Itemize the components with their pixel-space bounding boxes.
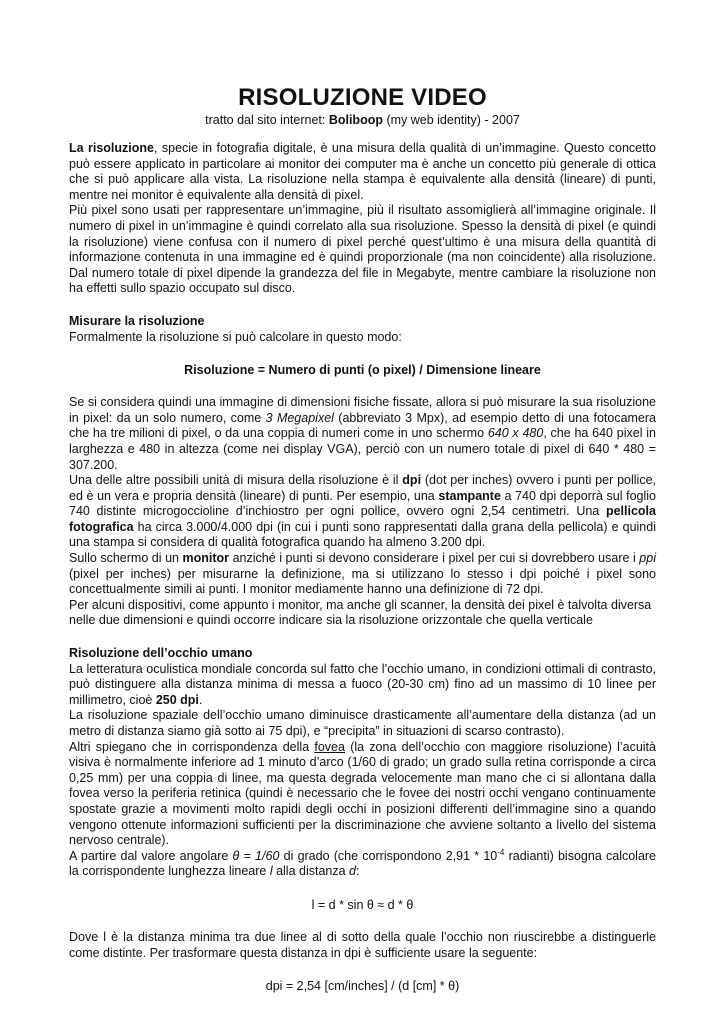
section-heading-measure: Misurare la risoluzione [69,313,205,328]
section-heading-eye: Risoluzione dell’occhio umano [69,646,253,661]
measure-paragraph-4: Per alcuni dispositivi, come appunto i monitor, ma anche gli scanner, la densità dei pixel è talvolta diversa nelle due dimensioni e quindi occorre indicare sia la risoluzione orizzontale che quella verticale [69,597,652,628]
measure-intro: Formalmente la risoluzione si può calcolare in questo modo: [69,329,402,344]
formula-dpi: dpi = 2,54 [cm/inches] / (d [cm] * θ) [265,979,460,994]
measure-paragraph-2: Una delle altre possibili unità di misura della risoluzione è il dpi (dot per inches) ovvero i punti per pollice, ed è un vera e propria densità (lineare) di punti. Per esempio, una stampante a 740 dpi deporrà sul foglio 740 distinte microgoccioline d’inchiostro per ogni pollice, ovvero ogni 2,54 centimetri. Una pellicola fotografica ha circa 3.000/4.000 dpi (in cui i punti sono rappresentati dalla grana della pellicola) e quindi una stampa si considera di qualità fotografica quando ha almeno 3.200 dpi. [69,473,657,550]
document-subtitle: tratto dal sito internet: Boliboop (my web identity) - 2007 [205,113,520,127]
measure-paragraph-3: Sullo schermo di un monitor anziché i punti si devono considerare i pixel per cui si dovrebbero usare i ppi (pixel per inches) per misurarne la definizione, ma si utilizzano lo stesso i dpi poiché i pixel sono concettualmente simili ai punti. I monitor mediamente hanno una definizione di 72 dpi. [69,551,656,597]
intro-paragraph-1: La risoluzione, specie in fotografia digitale, è una misura della qualità di un’immagine. Questo concetto può essere applicato in particolare ai monitor dei computer ma è anche un concetto più generale di ottica che si può applicare alla vista. La risoluzione nella stampa è equivalente alla densità (lineare) di punti, mentre nei monitor è equivalente alla densità di pixel. [69,141,656,202]
intro-paragraph-2: Più pixel sono usati per rappresentare un’immagine, più il risultato assomiglierà all’immagine originale. Il numero di pixel in un’immagine è quindi correlato alla sua risoluzione. Spesso la densità di pixel (e quindi la risoluzione) viene confusa con il numero di pixel perché quest’ultimo è una misura della quantità di informazione contenuta in una immagine ed è quindi proporzionale (ma non coincidente) alla risoluzione. Dal numero totale di pixel dipende la grandezza del file in Megabyte, mentre cambiare la risoluzione non ha effetti sullo spazio occupato sul disco. [69,203,656,296]
eye-paragraph-1: La letteratura oculistica mondiale concorda sul fatto che l’occhio umano, in condizioni ottimali di contrasto, può distinguere alla distanza minima di messa a fuoco (20-30 cm) fino ad un massimo di 10 linee per millimetro, cioè 250 dpi. [69,661,656,707]
measure-paragraph-1: Se si considera quindi una immagine di dimensioni fisiche fissate, allora si può misurare la sua risoluzione in pixel: da un solo numero, come 3 Megapixel (abbreviato 3 Mpx), ad esempio detto di una fotocamera che ha tre milioni di pixel, o da una coppia di numeri come in uno schermo 640 x 480, che ha 640 pixel in larghezza e 480 in altezza (come nei display VGA), perciò con un numero totale di pixel di 640 * 480 = 307.200. [69,395,656,472]
eye-paragraph-2: La risoluzione spaziale dell’occhio umano diminuisce drasticamente all’aumentare della distanza (ad un metro di distanza siamo già sotto ai 75 dpi), e “precipita” in situazioni di scarso contrasto). [69,708,656,738]
document-page [69,84,656,994]
formula-linear-length: l = d * sin θ ≈ d * θ [311,897,414,912]
eye-paragraph-4: A partire dal valore angolare θ = 1/60 di grado (che corrispondono $2,91 * 10^{-4}$ radianti) bisogna calcolare la corrispondente lunghezza lineare l alla distanza d: [69,847,657,879]
eye-paragraph-3: Altri spiegano che in corrispondenza della fovea (la zona dell’occhio con maggiore risoluzione) l’acuità visiva è normalmente inferiore ad 1 minuto d’arco (1/60 di grado; un grado sulla retina corrisponde a circa 0,25 mm) per una coppia di linee, ma questa degrada velocemente man mano che ci si allontana dalla fovea verso la periferia retinica (quindi è necessario che le fovee dei nostri occhi vengano continuamente spostate grazie a movimenti molto rapidi degli occhi in posizioni differenti dell’immagine sino a quando vengono ottenute informazioni sufficienti per la discriminazione che avviene soltanto a livello del sistema nervoso centrale). [69,739,656,848]
fovea-term: fovea [314,739,345,754]
document-title: RISOLUZIONE VIDEO [238,84,487,111]
site-name: Boliboop [328,113,383,127]
eye-paragraph-5: Dove l è la distanza minima tra due linee al di sotto della quale l’occhio non riuscirebbe a distinguerle come distinte. Per trasformare questa distanza in dpi è sufficiente usare la seguente: [69,929,656,960]
resolution-formula: Risoluzione = Numero di punti (o pixel) / Dimensione lineare [184,363,541,378]
